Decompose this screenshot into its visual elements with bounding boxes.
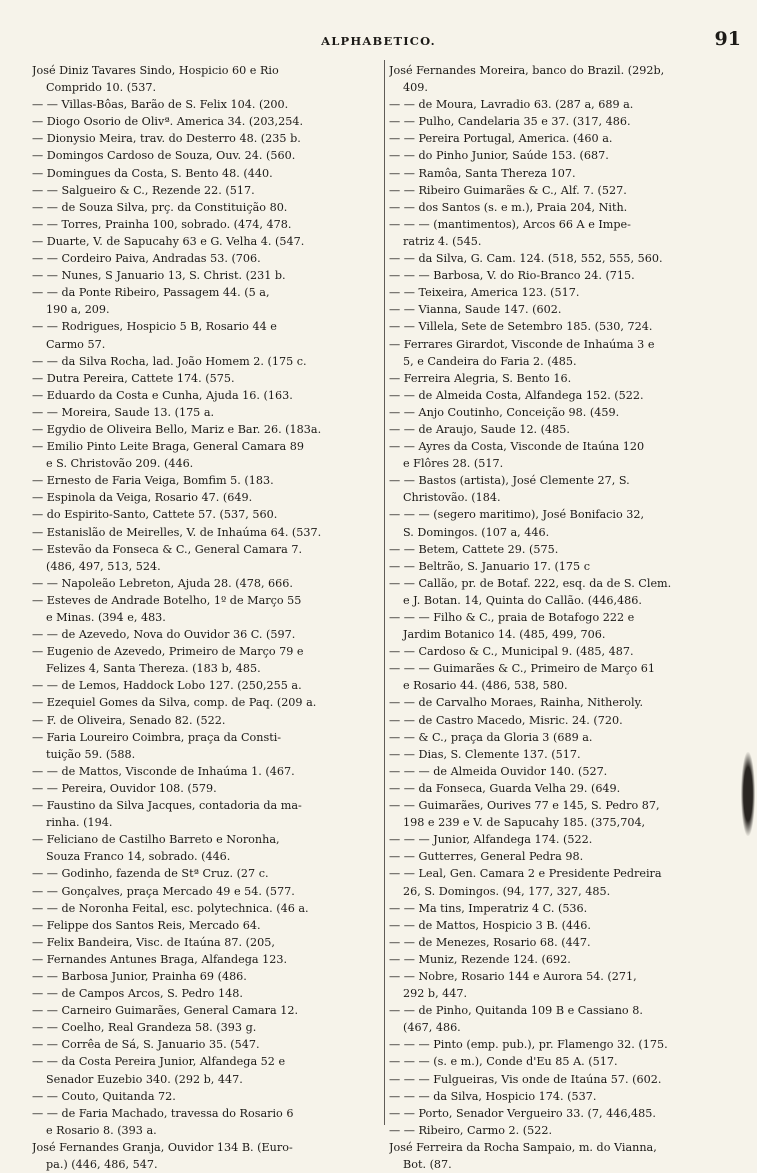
directory-entry-line: — — Ma tins, Imperatriz 4 C. (536. <box>389 901 588 915</box>
directory-entry-line: — — Bastos (artista), José Clemente 27, S. <box>389 474 630 488</box>
directory-entry-line: — — Pulho, Candelaria 35 e 37. (317, 486. <box>389 115 631 129</box>
page-header <box>0 28 757 52</box>
directory-entry-line: — Felippe dos Santos Reis, Mercado 64. <box>32 918 261 932</box>
directory-entry-line: — — de Moura, Lavradio 63. (287 a, 689 a. <box>389 98 634 112</box>
directory-entry-line: — — dos Santos (s. e m.), Praia 204, Nith. <box>389 200 628 214</box>
directory-entry-line: — — de Pinho, Quitanda 109 B e Cassiano 8. <box>389 1004 643 1018</box>
directory-entry-line: — — Salgueiro & C., Rezende 22. (517. <box>32 183 255 197</box>
directory-entry-line: — — — Barbosa, V. do Rio-Branco 24. (715. <box>389 269 635 283</box>
directory-entry-line: — — de Araujo, Saude 12. (485. <box>389 422 570 436</box>
directory-entry-line: — — Ramôa, Santa Thereza 107. <box>389 166 576 180</box>
directory-entry-line: 26, S. Domingos. (94, 177, 327, 485. <box>403 884 611 898</box>
directory-entry-line: — — Betem, Cattete 29. (575. <box>389 542 559 556</box>
page-smudge <box>741 752 755 836</box>
directory-entry-line: Christovão. (184. <box>403 491 501 505</box>
directory-entry-line: — — — Guimarães & C., Primeiro de Março 61 <box>389 662 656 676</box>
directory-entry-line: tuição 59. (588. <box>46 747 136 761</box>
directory-entry-line: — Eugenio de Azevedo, Primeiro de Março 79 e <box>32 645 304 659</box>
directory-entry-line: — — Nunes, S Januario 13, S. Christ. (231 b. <box>32 269 286 283</box>
directory-entry-line: — — Napoleão Lebreton, Ajuda 28. (478, 666. <box>32 576 293 590</box>
directory-entry-line: — — da Silva, G. Cam. 124. (518, 552, 555, 560. <box>389 252 663 266</box>
directory-entry-line: — — Ribeiro, Carmo 2. (522. <box>389 1123 553 1137</box>
directory-entry-line: — — Coelho, Real Grandeza 58. (393 g. <box>32 1021 257 1035</box>
directory-entry-line: José Fernandes Moreira, banco do Brazil. (292b, <box>389 64 665 77</box>
directory-entry-line: Carmo 57. <box>46 337 106 351</box>
directory-entry-line: — — Carneiro Guimarães, General Camara 12. <box>32 1004 299 1018</box>
directory-entry-line: e J. Botan. 14, Quinta do Callão. (446,486. <box>403 593 642 607</box>
directory-entry-line: — — de Azevedo, Nova do Ouvidor 36 C. (597. <box>32 628 296 642</box>
directory-entry-line: — — — de Almeida Ouvidor 140. (527. <box>389 764 608 778</box>
directory-entry-line: Bot. (87. <box>403 1158 452 1171</box>
left-column <box>32 62 384 1173</box>
directory-entry-line: — — Teixeira, America 123. (517. <box>389 286 580 300</box>
directory-entry-line: e Flôres 28. (517. <box>403 457 504 471</box>
directory-entry-line: — — Cardoso & C., Municipal 9. (485, 487. <box>389 645 634 659</box>
directory-entry-line: pa.) (446, 486, 547. <box>46 1158 158 1171</box>
directory-entry-line: — Duarte, V. de Sapucahy 63 e G. Velha 4. (547. <box>32 234 305 248</box>
directory-entry-line: — F. de Oliveira, Senado 82. (522. <box>32 713 226 727</box>
directory-entry-line: e Rosario 44. (486, 538, 580. <box>403 679 568 693</box>
directory-entry-line: — Domingos Cardoso de Souza, Ouv. 24. (560. <box>32 149 296 163</box>
page-number: 91 <box>714 28 741 50</box>
directory-entry-line: — — do Pinho Junior, Saúde 153. (687. <box>389 149 609 163</box>
directory-entry-line: (486, 497, 513, 524. <box>46 559 161 573</box>
running-title: ALPHABETICO. <box>321 34 436 48</box>
directory-entry-line: — — de Castro Macedo, Misric. 24. (720. <box>389 713 623 727</box>
directory-entry-line: rinha. (194. <box>46 816 113 830</box>
directory-entry-line: — Esteves de Andrade Botelho, 1º de Março 55 <box>32 593 302 607</box>
directory-entry-line: — — de Noronha Feital, esc. polytechnica. (46 a. <box>32 901 309 915</box>
directory-entry-line: — — de Almeida Costa, Alfandega 152. (522. <box>389 388 644 402</box>
directory-entry-line: — — de Mattos, Hospicio 3 B. (446. <box>389 918 591 932</box>
directory-entry-line: 409. <box>403 81 428 95</box>
directory-entry-line: — Faustino da Silva Jacques, contadoria da ma- <box>32 799 302 813</box>
directory-entry-line: 292 b, 447. <box>403 987 468 1001</box>
directory-entry-line: — — Muniz, Rezende 124. (692. <box>389 952 571 966</box>
directory-entry-line: — Felix Bandeira, Visc. de Itaúna 87. (205, <box>32 935 275 949</box>
directory-entry-line: — — Anjo Coutinho, Conceição 98. (459. <box>389 405 620 419</box>
directory-entry-line: S. Domingos. (107 a, 446. <box>403 525 550 539</box>
directory-entry-line: Felizes 4, Santa Thereza. (183 b, 485. <box>46 662 261 676</box>
directory-entry-line: — Ernesto de Faria Veiga, Bomfim 5. (183. <box>32 474 274 488</box>
directory-entry-line: José Ferreira da Rocha Sampaio, m. do Vianna, <box>389 1140 657 1154</box>
directory-entry-line: — — da Costa Pereira Junior, Alfandega 52 e <box>32 1055 286 1069</box>
directory-entry-line: e S. Christovão 209. (446. <box>46 457 194 471</box>
directory-entry-line: — — Porto, Senador Vergueiro 33. (7, 446,485. <box>389 1106 656 1120</box>
directory-entry-line: — — Gonçalves, praça Mercado 49 e 54. (577. <box>32 884 295 898</box>
directory-entry-line: — — Ribeiro Guimarães & C., Alf. 7. (527. <box>389 183 627 197</box>
directory-entry-line: 190 a, 209. <box>46 303 110 317</box>
directory-entry-line: — — Villela, Sete de Setembro 185. (530, 724. <box>389 320 653 334</box>
column-divider <box>384 60 385 1125</box>
directory-entry-line: — — — Fulgueiras, Vis onde de Itaúna 57. (602. <box>389 1072 662 1086</box>
directory-entry-line: — — Corrêa de Sá, S. Januario 35. (547. <box>32 1038 260 1052</box>
directory-entry-line: — — Rodrigues, Hospicio 5 B, Rosario 44 e <box>32 320 277 334</box>
directory-entry-line: — — — (mantimentos), Arcos 66 A e Impe- <box>389 217 631 231</box>
directory-entry-line: — Ezequiel Gomes da Silva, comp. de Paq. (209 a. <box>32 696 317 710</box>
directory-entry-line: — — de Carvalho Moraes, Rainha, Nitheroly. <box>389 696 644 710</box>
directory-entry-line: — — de Mattos, Visconde de Inhaúma 1. (467. <box>32 764 295 778</box>
directory-entry-line: 198 e 239 e V. de Sapucahy 185. (375,704, <box>403 816 646 830</box>
directory-entry-line: e Minas. (394 e, 483. <box>46 611 166 624</box>
directory-entry-line: — Faria Loureiro Coimbra, praça da Consti- <box>32 730 282 744</box>
directory-entry-line: — — de Lemos, Haddock Lobo 127. (250,255 a. <box>32 679 302 693</box>
directory-entry-line: Senador Euzebio 340. (292 b, 447. <box>46 1072 243 1086</box>
directory-entry-line: ratriz 4. (545. <box>403 234 482 248</box>
directory-entry-line: — — — Filho & C., praia de Botafogo 222 e <box>389 611 635 624</box>
directory-entry-line: — — Ayres da Costa, Visconde de Itaúna 120 <box>389 440 645 454</box>
directory-entry-line: — Dionysio Meira, trav. do Desterro 48. (235 b. <box>32 132 301 146</box>
directory-entry-line: — Estanislão de Meirelles, V. de Inhaúma 64. (537. <box>32 525 322 539</box>
directory-entry-line: — Fernandes Antunes Braga, Alfandega 123. <box>32 952 288 966</box>
directory-entry-line: — — Leal, Gen. Camara 2 e Presidente Pedreira <box>389 867 662 881</box>
directory-entry-line: — — Couto, Quitanda 72. <box>32 1089 176 1103</box>
directory-entry-line: 5, e Candeira do Faria 2. (485. <box>403 354 577 368</box>
directory-entry-line: — — Gutterres, General Pedra 98. <box>389 850 584 864</box>
directory-entry-line: — — Callão, pr. de Botaf. 222, esq. da de S. Clem. <box>389 576 672 590</box>
directory-entry-line: — — Guimarães, Ourives 77 e 145, S. Pedro 87, <box>389 799 660 813</box>
directory-entry-line: — Estevão da Fonseca & C., General Camara 7. <box>32 542 303 556</box>
directory-entry-line: — Egydio de Oliveira Bello, Mariz e Bar. 26. (183a. <box>32 422 322 436</box>
directory-entry-line: — — Beltrão, S. Januario 17. (175 c <box>389 559 590 573</box>
directory-entry-line: — do Espirito-Santo, Cattete 57. (537, 560. <box>32 508 278 522</box>
directory-entry-line: Souza Franco 14, sobrado. (446. <box>46 850 231 864</box>
directory-entry-line: (467, 486. <box>403 1021 461 1035</box>
directory-entry-line: — — da Fonseca, Guarda Velha 29. (649. <box>389 781 621 795</box>
directory-entry-line: Jardim Botanico 14. (485, 499, 706. <box>403 628 606 642</box>
directory-entry-line: — — — Junior, Alfandega 174. (522. <box>389 833 593 847</box>
directory-entry-line: — Feliciano de Castilho Barreto e Noronha, <box>32 833 280 847</box>
directory-entry-line: — Ferreira Alegria, S. Bento 16. <box>389 371 572 385</box>
directory-entry-line: — Eduardo da Costa e Cunha, Ajuda 16. (163. <box>32 388 293 402</box>
directory-entry-line: e Rosario 8. (393 a. <box>46 1123 157 1137</box>
directory-entry-line: — — da Silva Rocha, lad. João Homem 2. (175 c. <box>32 354 307 368</box>
directory-entry-line: — — Villas-Bôas, Barão de S. Felix 104. (200. <box>32 98 289 112</box>
directory-entry-line: — — de Campos Arcos, S. Pedro 148. <box>32 987 243 1001</box>
directory-entry-line: — — & C., praça da Gloria 3 (689 a. <box>389 730 593 744</box>
directory-entry-line: — — Barbosa Junior, Prainha 69 (486. <box>32 969 247 983</box>
directory-entry-line: — — — (segero maritimo), José Bonifacio 32, <box>389 508 645 522</box>
directory-entry-line: — — Dias, S. Clemente 137. (517. <box>389 747 581 761</box>
directory-entry-line: — — da Ponte Ribeiro, Passagem 44. (5 a, <box>32 286 270 300</box>
directory-entry-line: José Fernandes Granja, Ouvidor 134 B. (Euro- <box>32 1140 293 1154</box>
directory-entry-line: — — Pereira, Ouvidor 108. (579. <box>32 781 217 795</box>
directory-entry-line: — — Moreira, Saude 13. (175 a. <box>32 405 215 419</box>
directory-entry-line: — Dutra Pereira, Cattete 174. (575. <box>32 371 235 385</box>
directory-entry-line: — — Cordeiro Paiva, Andradas 53. (706. <box>32 252 261 266</box>
directory-entry-line: — — — (s. e m.), Conde d'Eu 85 A. (517. <box>389 1055 618 1069</box>
directory-entry-line: — — Nobre, Rosario 144 e Aurora 54. (271, <box>389 969 637 983</box>
directory-entry-line: — — Godinho, fazenda de Stª Cruz. (27 c. <box>32 867 269 881</box>
directory-entry-line: Comprido 10. (537. <box>46 81 157 95</box>
directory-entry-line: — — de Souza Silva, prç. da Constituição 80. <box>32 200 288 214</box>
directory-entry-line: — — de Faria Machado, travessa do Rosario 6 <box>32 1106 294 1120</box>
right-column <box>389 62 733 1173</box>
directory-entry-line: — Espinola da Veiga, Rosario 47. (649. <box>32 491 253 505</box>
directory-entry-line: — Diogo Osorio de Olivª. America 34. (203,254. <box>32 115 304 129</box>
directory-entry-line: — — Pereira Portugal, America. (460 a. <box>389 132 613 146</box>
directory-entry-line: — Emilio Pinto Leite Braga, General Camara 89 <box>32 440 304 454</box>
directory-entry-line: José Diniz Tavares Sindo, Hospicio 60 e Rio <box>32 64 279 77</box>
directory-entry-line: — Ferrares Girardot, Visconde de Inhaúma 3 e <box>389 337 655 351</box>
directory-entry-line: — Domingues da Costa, S. Bento 48. (440. <box>32 166 273 180</box>
directory-entry-line: — — de Menezes, Rosario 68. (447. <box>389 935 591 949</box>
directory-entry-line: — — — da Silva, Hospicio 174. (537. <box>389 1089 597 1103</box>
directory-entry-line: — — Torres, Prainha 100, sobrado. (474, 478. <box>32 217 292 231</box>
directory-entry-line: — — — Pinto (emp. pub.), pr. Flamengo 32. (175. <box>389 1038 668 1052</box>
directory-entry-line: — — Vianna, Saude 147. (602. <box>389 303 562 317</box>
